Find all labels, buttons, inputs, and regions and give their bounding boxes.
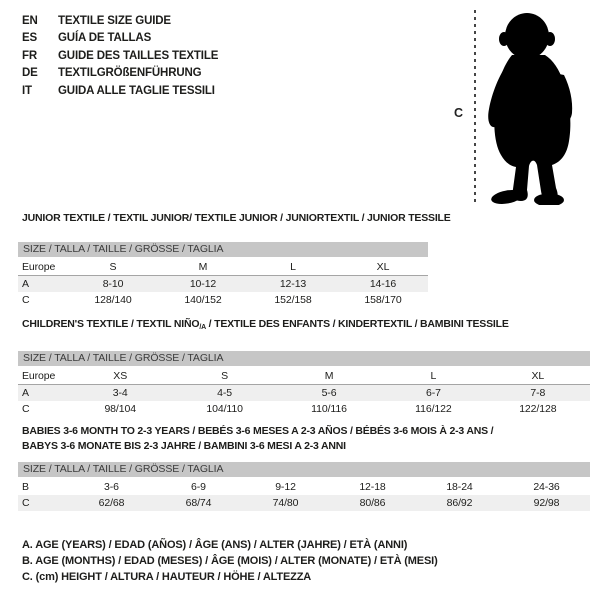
language-code: DE: [22, 67, 38, 80]
table-row-height: [18, 401, 590, 417]
height-measure-label: C: [454, 106, 464, 120]
height-cell: 98/104: [104, 403, 136, 415]
baby-height-figure: [440, 0, 600, 215]
table-row-age-months: [18, 479, 590, 495]
size-cell: XL: [531, 370, 545, 382]
title-line-2: BABYS 3-6 MONATE BIS 2-3 JAHRE / BAMBINI 3-6 MESI A 2-3 ANNI: [22, 440, 346, 452]
row-label: Europe: [22, 261, 56, 273]
title-part: / TEXTILE DES ENFANTS / KINDERTEXTIL / BAMBINI TESSILE: [205, 318, 509, 330]
babies-textile-section: [18, 424, 590, 511]
language-row-en: [22, 13, 218, 30]
age-cell: 6-7: [425, 387, 441, 399]
age-cell: 14-16: [369, 278, 397, 290]
language-row-es: [22, 30, 218, 47]
title-part: CHILDREN'S TEXTILE / TEXTIL NIÑO: [22, 318, 200, 330]
childrens-textile-section: [18, 318, 590, 417]
guide-title-es: GUÍA DE TALLAS: [58, 32, 152, 45]
size-cell: M: [198, 261, 208, 273]
height-cell: 116/122: [415, 403, 452, 415]
language-title-list: [22, 13, 218, 100]
height-cell: 110/116: [311, 403, 347, 415]
height-cell: 62/68: [98, 497, 125, 509]
age-cell: 4-5: [217, 387, 233, 399]
age-cell: 9-12: [275, 481, 296, 493]
size-header-bar: SIZE / TALLA / TAILLE / GRÖSSE / TAGLIA: [18, 351, 590, 366]
height-measure-dashed-line: [474, 10, 476, 204]
table-row-age: [18, 276, 428, 292]
guide-title-it: GUIDA ALLE TAGLIE TESSILI: [58, 84, 215, 97]
height-cell: 152/158: [274, 294, 312, 306]
footnote-b: B. AGE (MONTHS) / EDAD (MESES) / ÂGE (MOIS) / ALTER (MONATE) / ETÀ (MESI): [22, 555, 438, 568]
age-cell: 8-10: [102, 278, 124, 290]
size-cell: XL: [376, 261, 390, 273]
row-label: C: [22, 294, 30, 306]
guide-title-fr: GUIDE DES TAILLES TEXTILE: [58, 49, 219, 62]
language-code: EN: [22, 15, 38, 27]
language-row-it: [22, 83, 218, 100]
size-cell: S: [221, 370, 229, 382]
language-code: IT: [22, 84, 32, 97]
row-label: C: [22, 497, 30, 509]
row-label: C: [22, 403, 30, 415]
size-cell: S: [109, 261, 117, 273]
language-row-fr: [22, 48, 218, 65]
baby-silhouette-icon: [478, 9, 596, 205]
size-cell: M: [324, 370, 334, 382]
table-row-europe: [18, 259, 428, 276]
height-cell: 122/128: [519, 403, 557, 415]
age-cell: 5-6: [321, 387, 337, 399]
childrens-section-title: [22, 318, 590, 334]
title-subscript: /A: [199, 324, 206, 331]
height-cell: 104/110: [206, 403, 243, 415]
height-cell: 92/98: [533, 497, 560, 509]
row-label: Europe: [22, 370, 56, 382]
footnote-legend: [22, 537, 438, 586]
row-label: A: [22, 387, 29, 399]
age-cell: 24-36: [533, 481, 560, 493]
table-row-age: [18, 385, 590, 401]
height-cell: 128/140: [94, 294, 132, 306]
size-header-bar: SIZE / TALLA / TAILLE / GRÖSSE / TAGLIA: [18, 462, 590, 477]
height-cell: 74/80: [272, 497, 299, 509]
babies-section-title: [22, 424, 590, 454]
language-row-de: [22, 65, 218, 82]
footnote-a: A. AGE (YEARS) / EDAD (AÑOS) / ÂGE (ANS) / ALTER (JAHRE) / ETÀ (ANNI): [22, 539, 408, 551]
age-cell: 7-8: [530, 387, 546, 399]
title-line-1: BABIES 3-6 MONTH TO 2-3 YEARS / BEBÉS 3-6 MESES A 2-3 AÑOS / BÉBÉS 3-6 MOIS À 2-3 ANS /: [22, 425, 494, 437]
size-cell: XS: [113, 370, 128, 382]
height-cell: 158/170: [364, 294, 402, 306]
language-code: FR: [22, 49, 38, 62]
height-cell: 140/152: [184, 294, 222, 306]
age-cell: 3-6: [104, 481, 119, 493]
language-code: ES: [22, 32, 38, 45]
guide-title-de: TEXTILGRÖßENFÜHRUNG: [58, 67, 202, 80]
age-cell: 10-12: [189, 278, 217, 290]
age-cell: 3-4: [112, 387, 128, 399]
guide-title-en: TEXTILE SIZE GUIDE: [58, 15, 171, 27]
table-row-europe: [18, 368, 590, 385]
row-label: B: [22, 481, 29, 493]
size-header-bar: SIZE / TALLA / TAILLE / GRÖSSE / TAGLIA: [18, 242, 428, 257]
table-row-height: [18, 292, 428, 308]
age-cell: 12-18: [359, 481, 386, 493]
height-cell: 80/86: [359, 497, 386, 509]
table-row-height: [18, 495, 590, 511]
size-cell: L: [430, 370, 437, 382]
height-cell: 68/74: [185, 497, 212, 509]
age-cell: 6-9: [191, 481, 206, 493]
age-cell: 12-13: [279, 278, 307, 290]
row-label: A: [22, 278, 29, 290]
junior-textile-section: [18, 212, 451, 308]
footnote-c: C. (cm) HEIGHT / ALTURA / HAUTEUR / HÖHE / ALTEZZA: [22, 571, 312, 584]
size-cell: L: [290, 261, 296, 273]
junior-section-title: JUNIOR TEXTILE / TEXTIL JUNIOR/ TEXTILE JUNIOR / JUNIORTEXTIL / JUNIOR TESSILE: [22, 212, 451, 224]
height-cell: 86/92: [446, 497, 473, 509]
age-cell: 18-24: [446, 481, 473, 493]
